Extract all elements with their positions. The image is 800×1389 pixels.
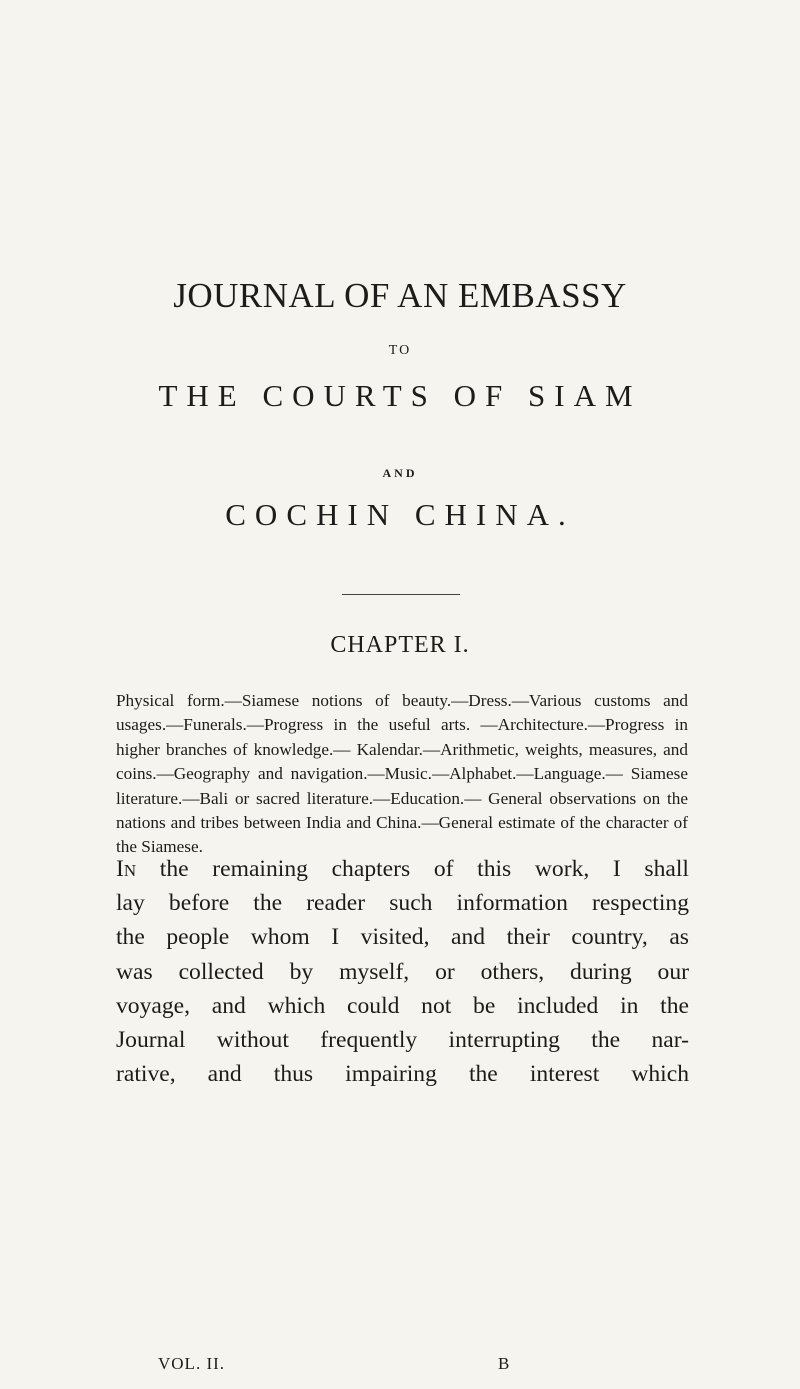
body-line-2: lay before the reader such information respecting: [116, 890, 689, 917]
divider-rule: [342, 594, 460, 595]
chapter-synopsis: [116, 689, 688, 860]
cochin-title: COCHIN CHINA.: [225, 497, 575, 532]
synopsis-text: Physical form.—Siamese notions of beauty.—Dress.—Various customs and usages.—Funerals.—Progress in the useful arts. —Architecture.—Progress in higher branches of knowledge.— Kalendar.—Arithmetic, weights, measures, and coins.—Geography and navigation.—Music.—Alphabet.—Language.— Siamese literature.—Bali or sacred literature.—Education.— General observations on the nations and tribes between India and China.—General estimate of the character of the Siamese.: [116, 691, 688, 857]
body-paragraph: [116, 852, 689, 1091]
body-line-7: rative, and thus impairing the interest which: [116, 1061, 689, 1088]
body-line-6: Journal without frequently interrupting the nar-: [116, 1027, 689, 1054]
body-line-1-text: the remaining chapters of this work, I shall: [136, 856, 689, 882]
body-line-1: [116, 852, 689, 886]
chapter-heading: CHAPTER I.: [330, 632, 470, 658]
lead-word: In: [116, 856, 137, 882]
title-to: TO: [388, 343, 412, 358]
body-line-4: was collected by myself, or others, during our: [116, 958, 689, 985]
body-line-3: the people whom I visited, and their country, as: [116, 924, 689, 951]
body-line-5: voyage, and which could not be included in the: [116, 992, 689, 1019]
journal-title: JOURNAL OF AN EMBASSY: [173, 276, 627, 315]
title-and: AND: [382, 466, 418, 480]
courts-title: THE COURTS OF SIAM: [158, 378, 642, 413]
volume-label: VOL. II.: [158, 1354, 226, 1373]
signature-mark: B: [498, 1354, 510, 1373]
